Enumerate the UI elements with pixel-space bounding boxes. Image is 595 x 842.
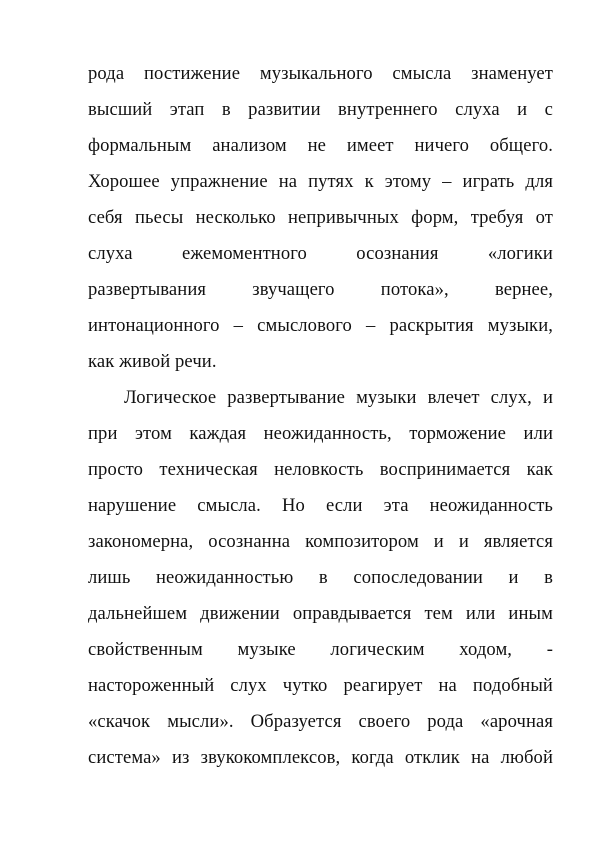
text-line: рода постижение музыкального смысла знаменует (88, 63, 553, 84)
text-line: лишь неожиданностью в сопоследовании и в (88, 567, 553, 588)
text-line: нарушение смысла. Но если эта неожиданность (88, 495, 553, 516)
text-line: формальным анализом не имеет ничего общего. (88, 135, 553, 156)
text-line: Логическое развертывание музыки влечет слух, и (124, 387, 553, 408)
text-line: закономерна, осознанна композитором и и является (88, 531, 553, 552)
text-line: себя пьесы несколько непривычных форм, требуя от (88, 207, 553, 228)
text-line: при этом каждая неожиданность, торможение или (88, 423, 553, 444)
body-text (88, 56, 553, 776)
text-line: система» из звукокомплексов, когда отклик на любой (88, 747, 553, 768)
text-line: «скачок мысли». Образуется своего рода «арочная (88, 711, 553, 732)
text-line: развертывания звучащего потока», вернее, (88, 279, 553, 300)
text-line: как живой речи. (88, 351, 217, 372)
text-line: дальнейшем движении оправдывается тем или иным (88, 603, 553, 624)
text-line: свойственным музыке логическим ходом, - (88, 639, 553, 660)
text-line: интонационного – смыслового – раскрытия музыки, (88, 315, 553, 336)
text-line: просто техническая неловкость воспринимается как (88, 459, 553, 480)
text-line: Хорошее упражнение на путях к этому – играть для (88, 171, 553, 192)
text-line: настороженный слух чутко реагирует на подобный (88, 675, 553, 696)
text-line: высший этап в развитии внутреннего слуха и с (88, 99, 553, 120)
text-line: слуха ежемоментного осознания «логики (88, 243, 553, 264)
